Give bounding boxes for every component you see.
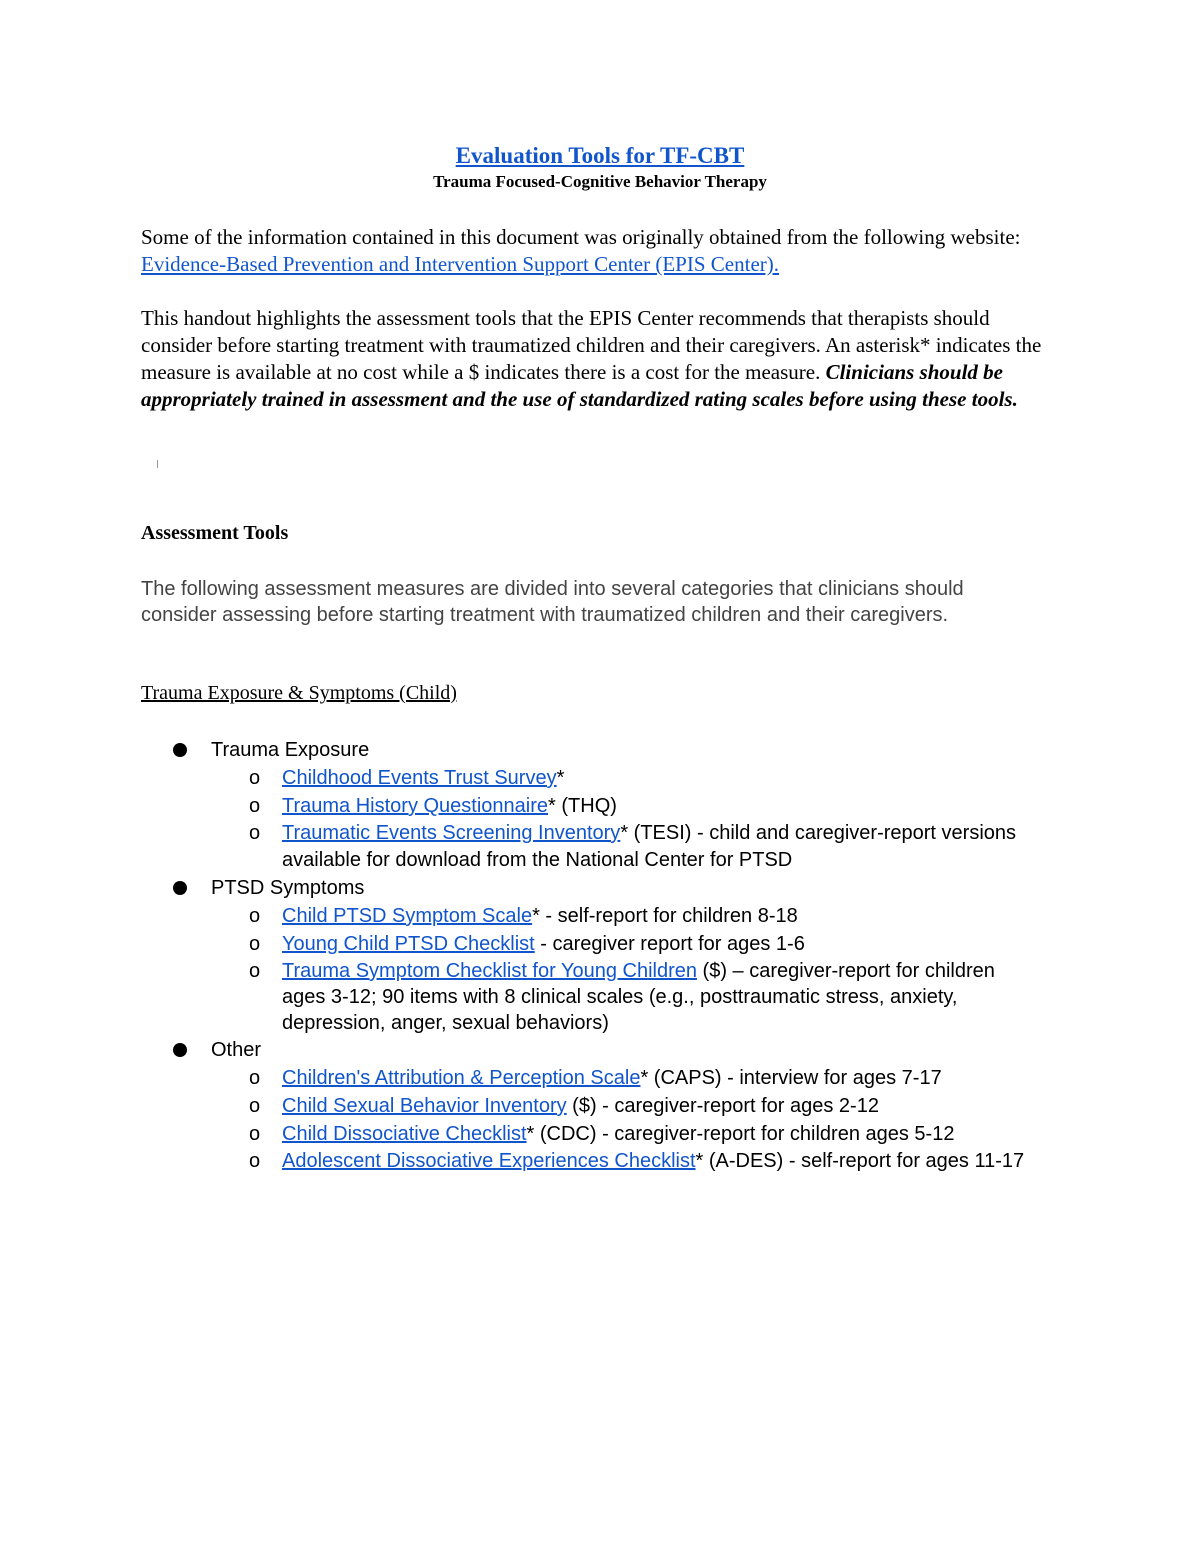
measure-description: * (CDC) - caregiver-report for children ages 5-12 xyxy=(526,1123,955,1145)
list-item xyxy=(211,1064,1042,1092)
measure-link[interactable]: Trauma History Questionnaire xyxy=(282,795,549,817)
sub-list xyxy=(211,764,1200,874)
category-heading: Trauma Exposure & Symptoms (Child) xyxy=(141,682,457,704)
measure-description: * (TESI) - child and caregiver-report versions available for download from the National Center for PTSD xyxy=(282,822,1017,871)
group-label: Other xyxy=(211,1039,262,1061)
circle-bullet-icon: o xyxy=(249,1095,261,1117)
list-item xyxy=(211,930,1042,958)
title-block xyxy=(0,143,1200,192)
measure-link[interactable]: Child Dissociative Checklist xyxy=(282,1123,527,1145)
stray-mark xyxy=(157,460,158,468)
measure-link[interactable]: Young Child PTSD Checklist xyxy=(282,933,535,955)
circle-bullet-icon: o xyxy=(249,1150,261,1172)
measure-description: * (CAPS) - interview for ages 7-17 xyxy=(640,1067,942,1089)
circle-bullet-icon: o xyxy=(249,933,261,955)
list-item-trauma-exposure xyxy=(0,736,1200,874)
group-label: Trauma Exposure xyxy=(211,739,370,761)
measure-description: - caregiver report for ages 1-6 xyxy=(534,933,805,955)
measure-list xyxy=(0,736,1200,1175)
circle-bullet-icon: o xyxy=(249,960,261,982)
list-item-ptsd-symptoms xyxy=(0,874,1200,1036)
list-item xyxy=(211,1148,1042,1175)
measure-link[interactable]: Childhood Events Trust Survey xyxy=(282,767,557,789)
measure-link[interactable]: Child Sexual Behavior Inventory xyxy=(282,1095,567,1117)
circle-bullet-icon: o xyxy=(249,1123,261,1145)
handout-paragraph-text: This handout highlights the assessment tools that the EPIS Center recommends that therapists should consider before starting treatment with traumatized children and their caregivers. An asterisk* indicates the measure is available at no cost while a $ indicates there is a cost for the measure. xyxy=(141,306,1042,384)
list-item xyxy=(211,902,1042,930)
measure-description: ($) - caregiver-report for ages 2-12 xyxy=(566,1095,879,1117)
measure-description: ($) – caregiver-report for children ages 3-12; 90 items with 8 clinical scales (e.g., posttraumatic stress, anxiety, depression, anger, sexual behaviors) xyxy=(282,960,995,1034)
bullet-icon xyxy=(173,881,187,895)
list-item xyxy=(211,820,1042,874)
measure-description: * (A-DES) - self-report for ages 11-17 xyxy=(695,1150,1025,1172)
circle-bullet-icon: o xyxy=(249,822,261,844)
measure-link[interactable]: Child PTSD Symptom Scale xyxy=(282,905,533,927)
list-item xyxy=(211,958,1042,1036)
section-intro: The following assessment measures are divided into several categories that clinicians should consider assessing before starting treatment with traumatized children and their caregivers. xyxy=(141,578,964,626)
measure-link[interactable]: Adolescent Dissociative Experiences Checklist xyxy=(282,1150,696,1172)
sub-list xyxy=(211,1064,1200,1175)
document-subtitle: Trauma Focused-Cognitive Behavior Therapy xyxy=(433,172,767,191)
document-title-link[interactable]: Evaluation Tools for TF-CBT xyxy=(455,143,745,168)
source-paragraph-text: Some of the information contained in this document was originally obtained from the following website: xyxy=(141,225,1021,249)
list-item xyxy=(211,1120,1042,1148)
measure-description: * (THQ) xyxy=(548,795,617,817)
list-item-other xyxy=(0,1036,1200,1175)
measure-link[interactable]: Traumatic Events Screening Inventory xyxy=(282,822,621,844)
circle-bullet-icon: o xyxy=(249,795,261,817)
measure-description: * - self-report for children 8-18 xyxy=(532,905,798,927)
measure-description: * xyxy=(556,767,565,789)
list-item xyxy=(211,792,1042,820)
circle-bullet-icon: o xyxy=(249,1067,261,1089)
group-label: PTSD Symptoms xyxy=(211,877,365,899)
circle-bullet-icon: o xyxy=(249,767,261,789)
bullet-icon xyxy=(173,743,187,757)
measure-link[interactable]: Trauma Symptom Checklist for Young Children xyxy=(282,960,697,982)
sub-list xyxy=(211,902,1200,1036)
bullet-icon xyxy=(173,1043,187,1057)
list-item xyxy=(211,1092,1042,1120)
circle-bullet-icon: o xyxy=(249,905,261,927)
epis-center-link[interactable]: Evidence-Based Prevention and Intervention Support Center (EPIS Center). xyxy=(141,252,779,276)
source-paragraph xyxy=(141,224,1066,278)
measure-link[interactable]: Children's Attribution & Perception Scale xyxy=(282,1067,641,1089)
handout-paragraph xyxy=(141,305,1066,413)
section-heading: Assessment Tools xyxy=(141,522,289,544)
training-warning: Clinicians should be appropriately trained in assessment and the use of standardized rating scales before using these tools. xyxy=(141,360,1018,411)
list-item xyxy=(211,764,1042,792)
